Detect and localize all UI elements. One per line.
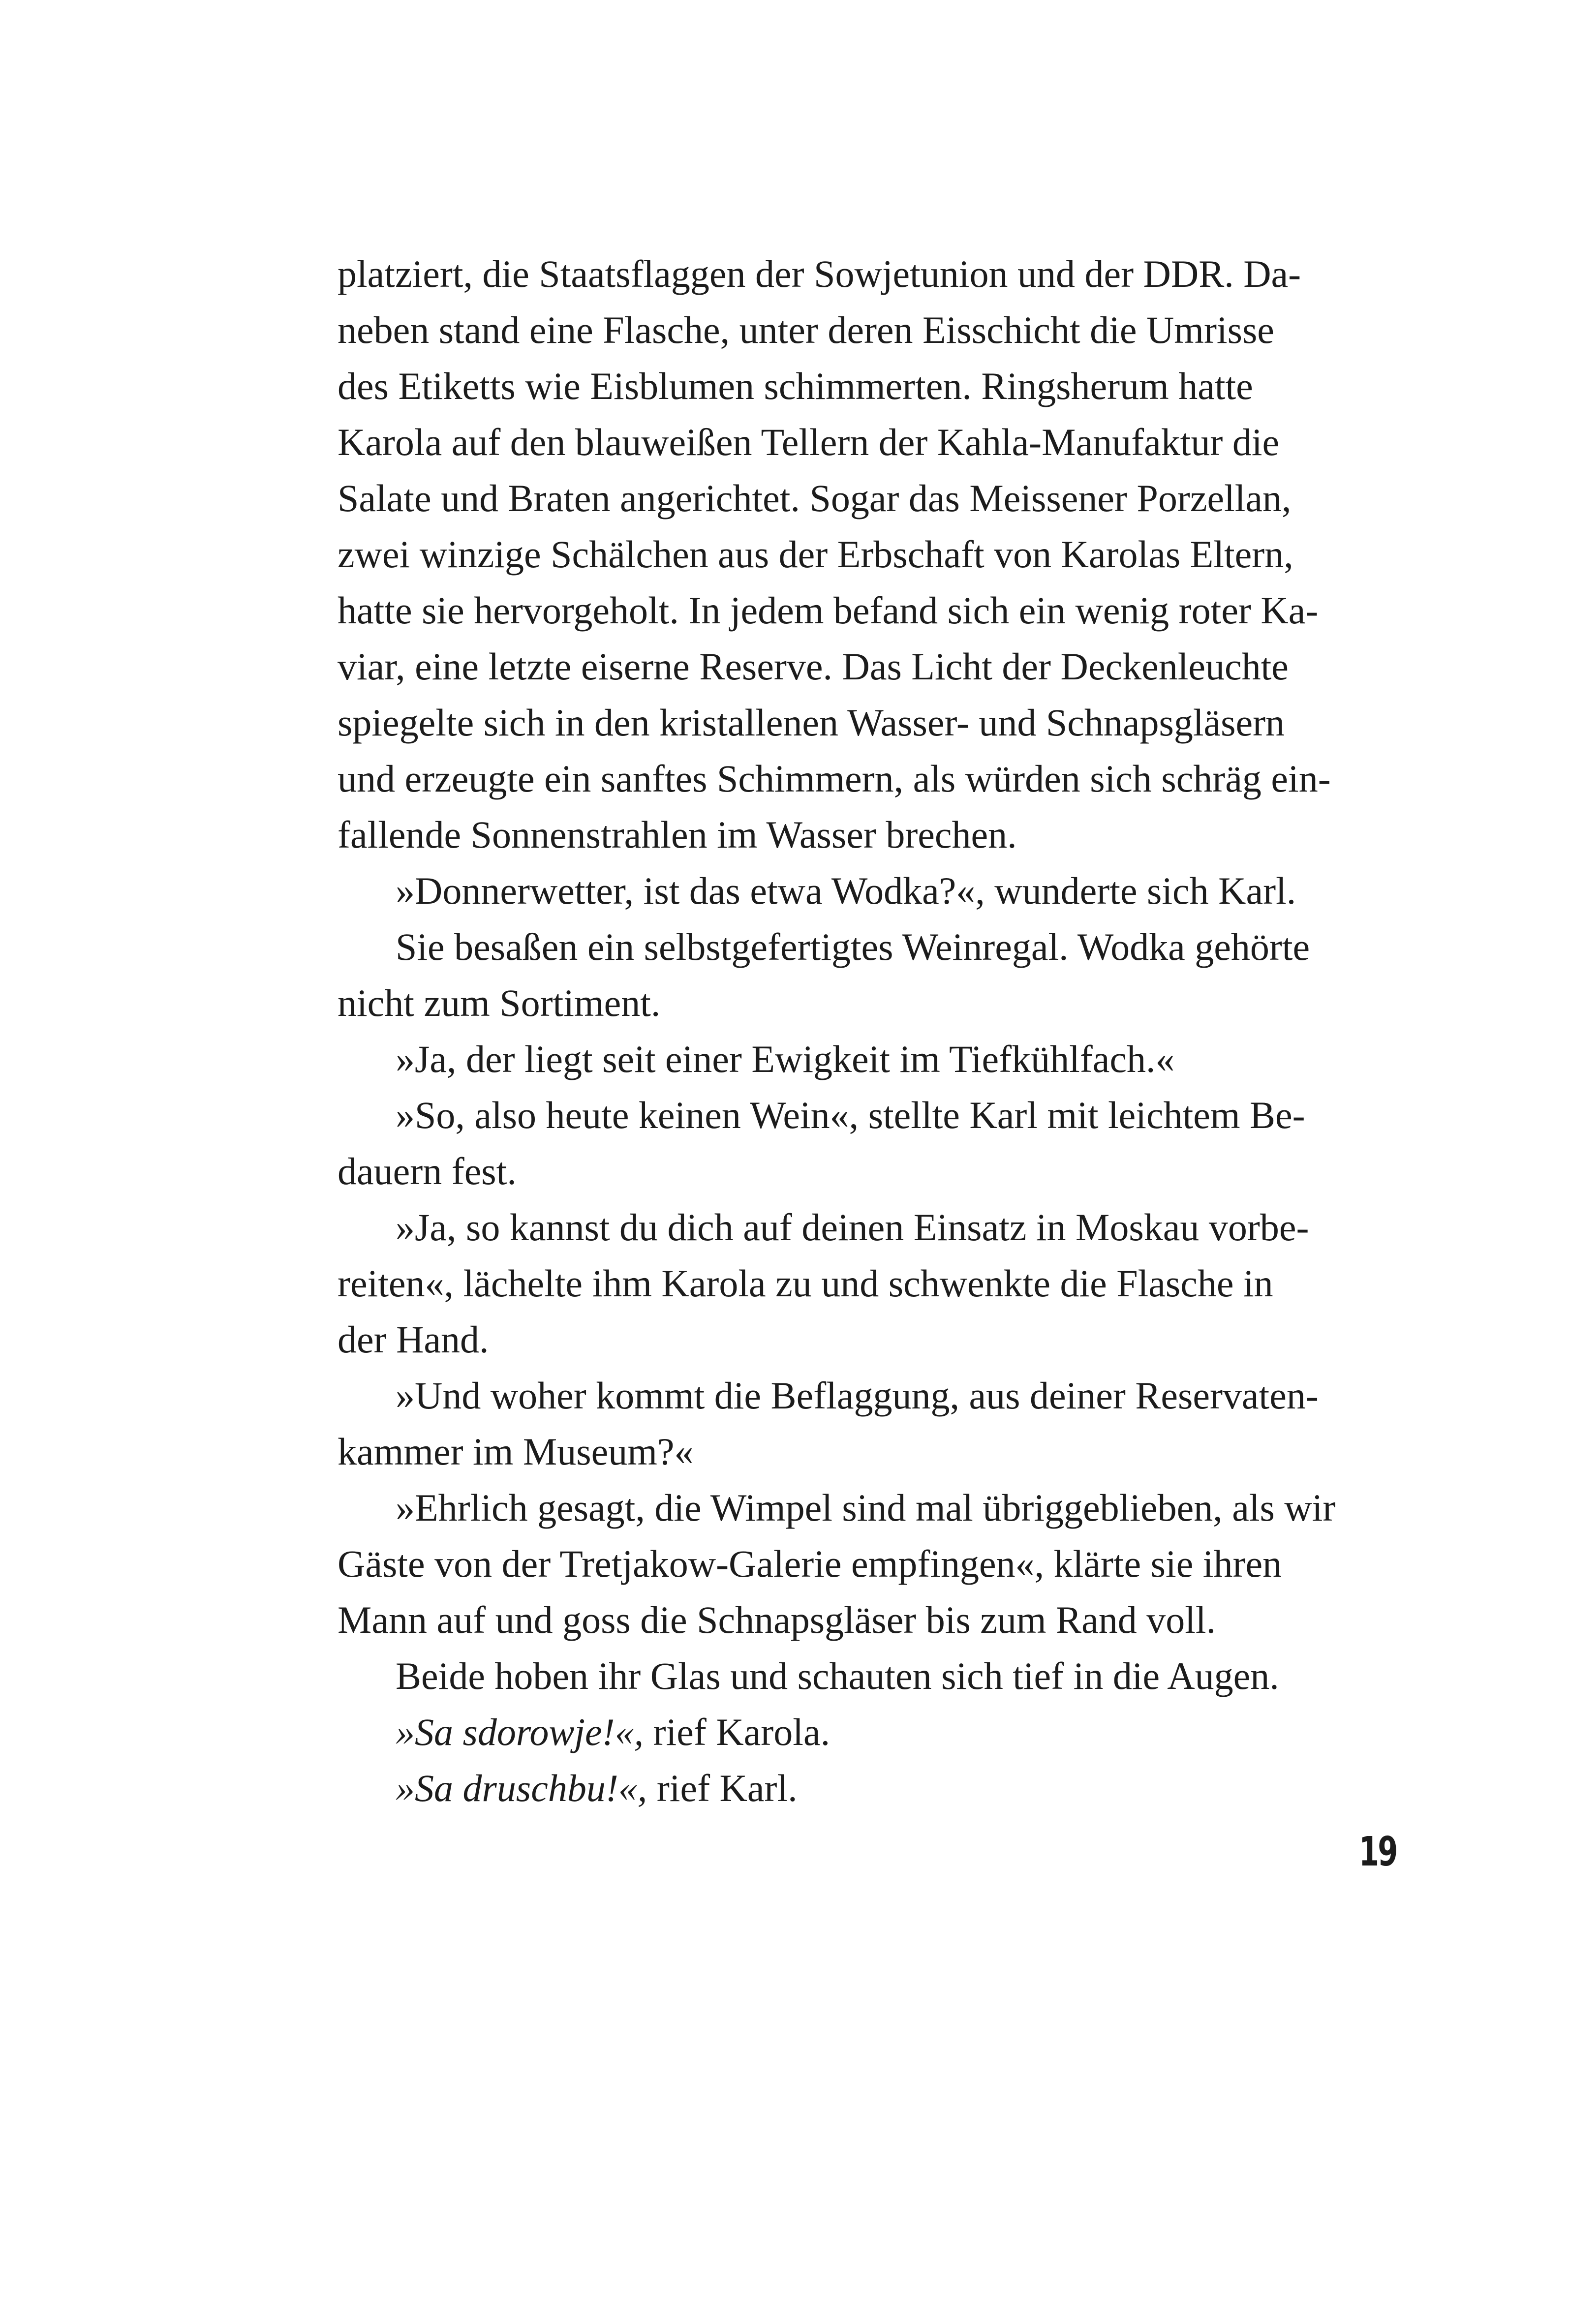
text-line: Karola auf den blauweißen Tellern der Kahla-Manufaktur die bbox=[338, 421, 1280, 463]
text-line: hatte sie hervorgeholt. In jedem befand sich ein wenig roter Ka- bbox=[338, 589, 1319, 632]
text-line: reiten«, lächelte ihm Karola zu und schwenkte die Flasche in bbox=[338, 1262, 1273, 1305]
text-line: »Ja, so kannst du dich auf deinen Einsatz in Moskau vorbe- bbox=[396, 1206, 1309, 1249]
text-line: Beide hoben ihr Glas und schauten sich tief in die Augen. bbox=[396, 1654, 1279, 1697]
text-line: Mann auf und goss die Schnapsgläser bis zum Rand voll. bbox=[338, 1598, 1216, 1641]
text-line: des Etiketts wie Eisblumen schimmerten. Ringsherum hatte bbox=[338, 365, 1253, 407]
italic-toast: »Sa druschbu!«, bbox=[396, 1767, 647, 1809]
text-line: dauern fest. bbox=[338, 1150, 517, 1193]
page-number: 19 bbox=[1359, 1829, 1397, 1875]
body-text bbox=[338, 246, 1336, 1816]
text-line: Sie besaßen ein selbstgefertigtes Weinregal. Wodka gehörte bbox=[396, 925, 1310, 968]
dialogue-line bbox=[338, 1760, 1232, 1816]
text-line: platziert, die Staatsflaggen der Sowjetunion und der DDR. Da- bbox=[338, 252, 1301, 295]
text-line: Salate und Braten angerichtet. Sogar das Meissener Porzellan, bbox=[338, 477, 1292, 520]
text-line: der Hand. bbox=[338, 1318, 489, 1361]
text-line: zwei winzige Schälchen aus der Erbschaft von Karolas Eltern, bbox=[338, 533, 1293, 576]
dialogue-line bbox=[338, 1704, 1232, 1760]
text-line: Gäste von der Tretjakow-Galerie empfingen«, klärte sie ihren bbox=[338, 1542, 1282, 1585]
text-line: »Donnerwetter, ist das etwa Wodka?«, wunderte sich Karl. bbox=[396, 869, 1296, 912]
text-line: fallende Sonnenstrahlen im Wasser brechen. bbox=[338, 813, 1017, 856]
text-line: »Ja, der liegt seit einer Ewigkeit im Tiefkühlfach.« bbox=[396, 1038, 1175, 1080]
text-line: neben stand eine Flasche, unter deren Eisschicht die Umrisse bbox=[338, 308, 1274, 351]
text-line: »Ehrlich gesagt, die Wimpel sind mal übriggeblieben, als wir bbox=[396, 1486, 1336, 1529]
italic-toast: »Sa sdorowje!«, bbox=[396, 1711, 644, 1753]
text-line: »So, also heute keinen Wein«, stellte Karl mit leichtem Be- bbox=[396, 1094, 1305, 1136]
speaker-attribution: rief Karola. bbox=[644, 1711, 831, 1753]
text-line: nicht zum Sortiment. bbox=[338, 981, 661, 1024]
text-line: spiegelte sich in den kristallenen Wasser- und Schnapsgläsern bbox=[338, 701, 1285, 744]
speaker-attribution: rief Karl. bbox=[647, 1767, 798, 1809]
text-line: und erzeugte ein sanftes Schimmern, als würden sich schräg ein- bbox=[338, 757, 1331, 800]
text-line: »Und woher kommt die Beflaggung, aus deiner Reservaten- bbox=[396, 1374, 1319, 1417]
text-line: viar, eine letzte eiserne Reserve. Das Licht der Deckenleuchte bbox=[338, 645, 1289, 688]
text-line: kammer im Museum?« bbox=[338, 1430, 694, 1473]
